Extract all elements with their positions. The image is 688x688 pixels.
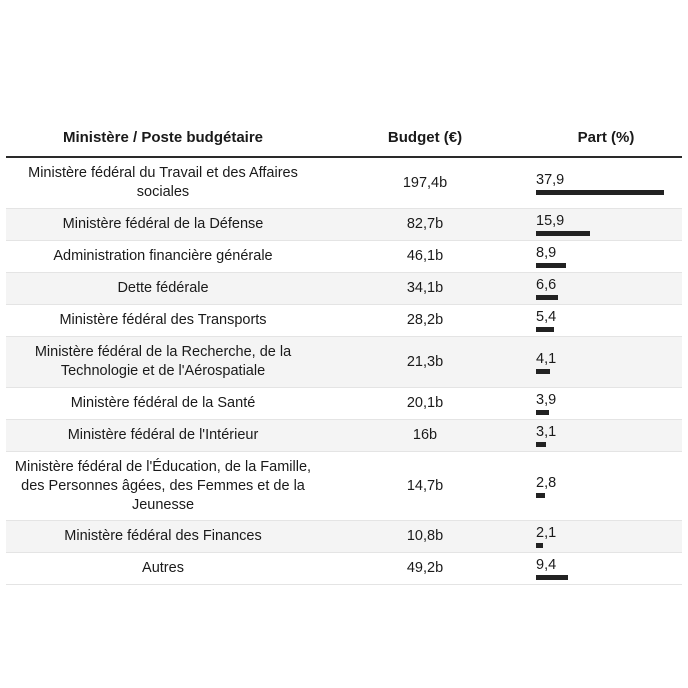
share-bar [536,263,566,268]
table-row [6,420,682,452]
table-row [6,521,682,553]
row-ministry-label: Ministère fédéral de la Défense [62,216,264,232]
row-ministry-label: Ministère fédéral de la Recherche, de la Technologie et de l'Aérospatiale [34,344,292,379]
row-budget-value: 21,3b [406,353,444,370]
budget-table [6,118,682,585]
row-budget-value: 197,4b [402,174,448,191]
table-row [6,158,682,209]
table-body [6,158,682,585]
share-bar [536,369,550,374]
row-budget-value: 14,7b [406,477,444,494]
row-share-cell [530,245,682,268]
table-row [6,337,682,388]
row-ministry-label: Ministère fédéral des Transports [59,312,267,328]
header-ministry: Ministère / Poste budgétaire [62,128,264,146]
share-bar [536,575,568,580]
row-budget-value: 28,2b [406,312,444,328]
row-ministry-label: Autres [142,560,184,576]
row-share-cell [530,392,682,415]
row-share-value: 4,1 [536,350,557,367]
row-share-cell [530,277,682,300]
share-bar [536,410,549,415]
row-budget-value: 82,7b [406,216,444,232]
row-ministry-label: Administration financière générale [53,248,273,264]
row-budget-value: 16b [412,427,438,443]
table-row [6,305,682,337]
row-share-cell [530,525,682,548]
row-budget-value: 10,8b [406,528,444,544]
table-row [6,553,682,585]
share-bar [536,231,590,236]
row-budget-value: 46,1b [406,248,444,264]
row-share-cell [530,424,682,447]
row-ministry-label: Ministère fédéral de la Santé [70,395,256,411]
row-share-value: 8,9 [536,245,557,261]
row-share-cell [530,557,682,580]
share-bar [536,442,546,447]
row-share-value: 15,9 [536,213,565,229]
table-row [6,209,682,241]
share-bar [536,295,558,300]
header-budget: Budget (€) [387,128,463,146]
header-share: Part (%) [577,128,635,146]
row-budget-value: 20,1b [406,395,444,411]
row-share-value: 37,9 [536,171,565,188]
row-ministry-label: Ministère fédéral de l'Intérieur [67,427,259,443]
row-share-value: 2,1 [536,525,557,541]
row-share-value: 3,9 [536,392,557,408]
share-bar [536,327,554,332]
table-row [6,452,682,521]
share-bar [536,190,664,195]
table-row [6,273,682,305]
row-ministry-label: Ministère fédéral des Finances [64,528,262,544]
share-bar [536,493,545,498]
row-share-value: 3,1 [536,424,557,440]
row-share-cell [530,351,682,374]
row-share-cell [530,309,682,332]
row-share-cell [530,172,682,195]
row-share-value: 9,4 [536,557,557,573]
row-ministry-label: Ministère fédéral de l'Éducation, de la Famille, des Personnes âgées, des Femmes et de la Jeunesse [14,458,312,513]
row-share-value: 6,6 [536,277,557,293]
row-share-cell [530,213,682,236]
share-bar [536,543,543,548]
row-share-value: 2,8 [536,474,557,491]
row-ministry-label: Ministère fédéral du Travail et des Affaires sociales [28,165,298,200]
table-header [6,118,682,158]
row-share-cell [530,475,682,498]
table-row [6,241,682,273]
row-share-value: 5,4 [536,309,557,325]
row-ministry-label: Dette fédérale [117,280,209,296]
table-row [6,388,682,420]
row-budget-value: 49,2b [406,560,444,576]
row-budget-value: 34,1b [406,280,444,296]
